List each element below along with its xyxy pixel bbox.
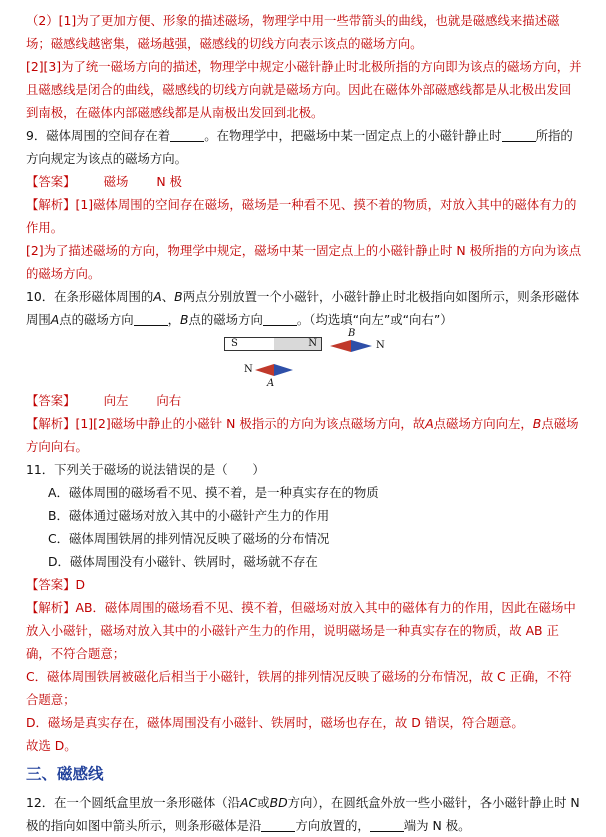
question-11-analysis-2: C．磁体周围铁屑被磁化后相当于小磁针，铁屑的排列情况反映了磁场的分布情况，故 C 正确，不符合题意；: [26, 669, 572, 707]
answer-blank: [263, 311, 297, 326]
answer-blank: [502, 127, 536, 142]
question-11-option-a: A．磁体周围的磁场看不见、摸不着，是一种真实存在的物质: [48, 485, 379, 500]
document-page: [26, 9, 582, 837]
question-11-option-b: B．磁体通过磁场对放入其中的小磁针产生力的作用: [48, 508, 330, 523]
magnet-figure: [26, 328, 582, 389]
question-11-analysis-3: D．磁场是真实存在，磁体周围没有小磁针、铁屑时，磁场也存在，故 D 错误，符合题意。: [26, 715, 524, 730]
question-12-stem: 12．在一个圆纸盒里放一条形磁体（沿AC或BD方向），在圆纸盒外放一些小磁针，各小磁针静止时 N 极的指向如图中箭头所示，则条形磁体是沿 方向放置的， 端为 N 极。: [26, 795, 580, 833]
question-10-stem: 10．在条形磁体周围的A、B两点分别放置一个小磁针，小磁针静止时北极指向如图所示，则条形磁体周围A点的磁场方向 ，B点的磁场方向 。（均选填“向左”或“向右”）: [26, 289, 580, 327]
question-11-stem: 11．下列关于磁场的说法错误的是（ ）: [26, 462, 265, 477]
magnet-n-pole: N: [274, 338, 321, 350]
bar-magnet: [224, 337, 322, 351]
section-title: 三、磁感线: [26, 765, 104, 783]
compass-needle-a-icon: [254, 363, 294, 377]
analysis-paragraph-2: [2][3]为了统一磁场方向的描述，物理学中规定小磁针静止时北极所指的方向即为该点的磁场方向，并且磁感线是闭合的曲线，磁感线的切线方向就是磁场方向。因此在磁体外部磁感线都是从北极出发回到南极，在磁体内部磁感线都是从南极出发回到北极。: [26, 59, 582, 120]
answer-blank: [261, 817, 295, 832]
answer-blank: [170, 127, 204, 142]
question-9-stem: 9．磁体周围的空间存在着 。在物理学中，把磁场中某一固定点上的小磁针静止时 所指的方向规定为该点的磁场方向。: [26, 128, 573, 166]
answer-blank: [134, 311, 168, 326]
question-11-option-d: D．磁体周围没有小磁针、铁屑时，磁场就不存在: [48, 554, 318, 569]
needle-a-n-label: N: [244, 364, 253, 375]
answer-blank: [370, 817, 404, 832]
magnet-s-pole: S: [225, 338, 274, 350]
needle-a-label: A: [267, 378, 275, 389]
question-9-answer: 【答案】 磁场 N 极: [26, 174, 182, 189]
question-9-analysis-2: [2]为了描述磁场的方向，物理学中规定，磁场中某一固定点上的小磁针静止时 N 极所指的方向为该点的磁场方向。: [26, 243, 582, 281]
question-11-conclusion: 故选 D。: [26, 738, 77, 753]
question-10-analysis: 【解析】[1][2]磁场中静止的小磁针 N 极指示的方向为该点磁场方向，故A点磁场方向向左，B点磁场方向向右。: [26, 416, 579, 454]
question-11-analysis-1: 【解析】AB．磁体周围的磁场看不见、摸不着，但磁场对放入其中的磁体有力的作用，因此在磁场中放入小磁针，磁场对放入其中的小磁针产生力的作用，说明磁场是一种真实存在的物质，故 AB 正确，不符合题意；: [26, 600, 576, 661]
needle-b-n-label: N: [376, 340, 385, 351]
analysis-paragraph-1: （2）[1]为了更加方便、形象的描述磁场，物理学中用一些带箭头的曲线，也就是磁感线来描述磁场；磁感线越密集，磁场越强，磁感线的切线方向表示该点的磁场方向。: [26, 13, 560, 51]
question-10-answer: 【答案】 向左 向右: [26, 393, 182, 408]
needle-b-label: B: [348, 328, 356, 339]
question-11-option-c: C．磁体周围铁屑的排列情况反映了磁场的分布情况: [48, 531, 330, 546]
question-11-answer: 【答案】D: [26, 577, 86, 592]
question-9-analysis-1: 【解析】[1]磁体周围的空间存在磁场，磁场是一种看不见、摸不着的物质，对放入其中的磁体有力的作用。: [26, 197, 577, 235]
compass-needle-b-icon: [329, 339, 373, 353]
